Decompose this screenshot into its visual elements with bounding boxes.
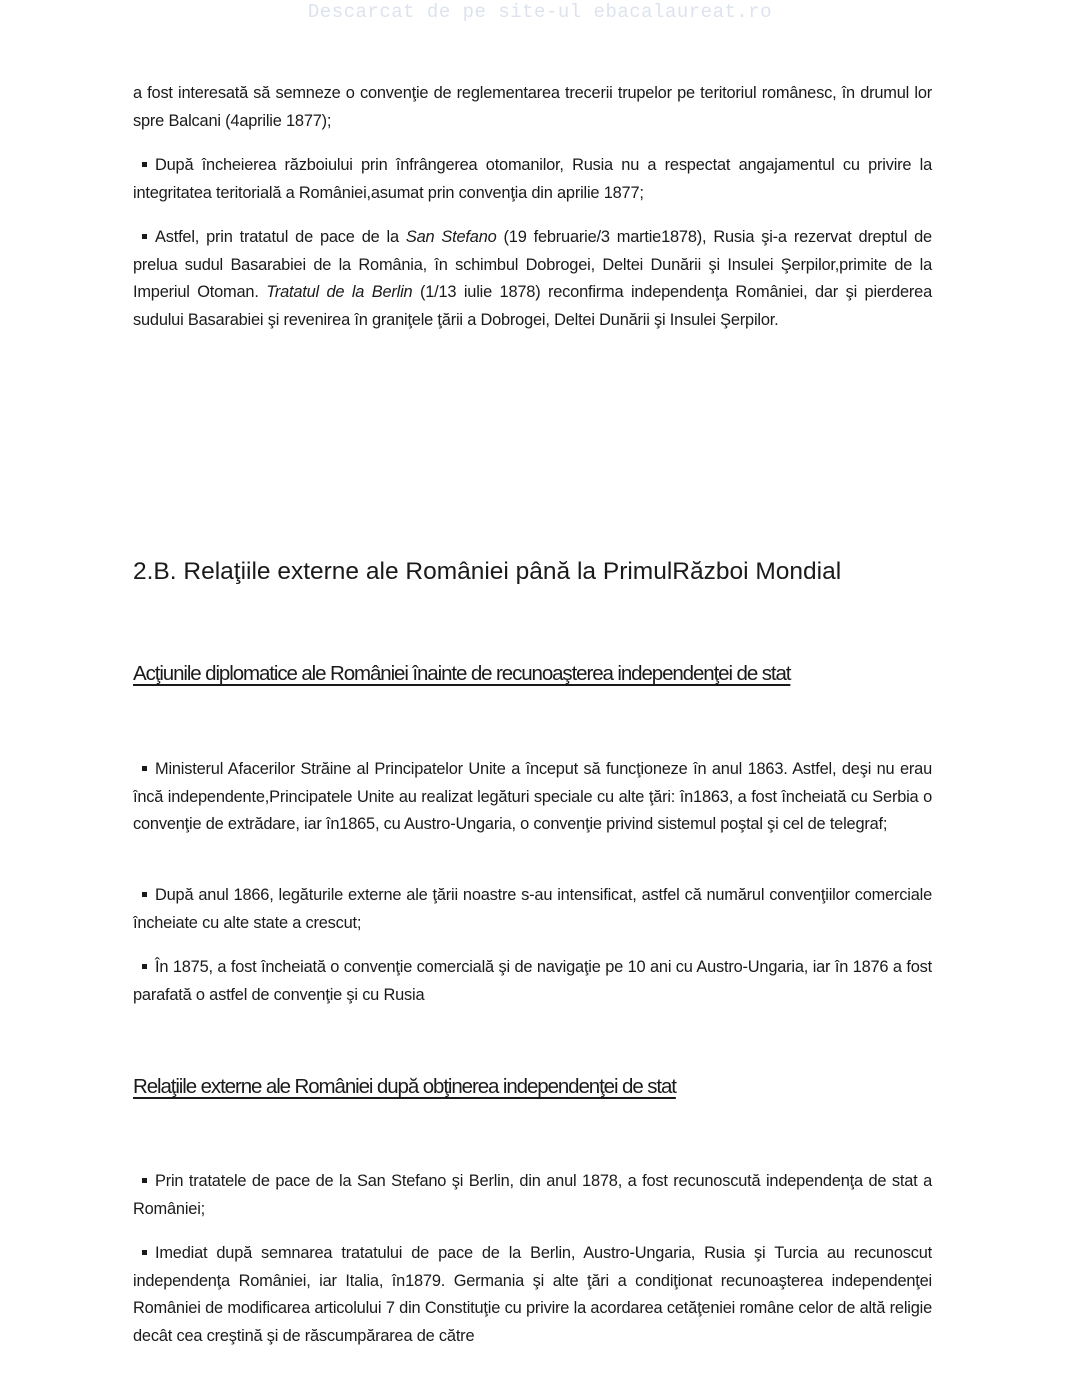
subsection-title-before-independence: Acţiunile diplomatice ale României înainte de recunoaşterea independenţei de stat [133, 662, 791, 685]
bullet-paragraph: Prin tratatele de pace de la San Stefano şi Berlin, din anul 1878, a fost recunoscută independenţa de stat a României; [133, 1172, 932, 1218]
bullet-icon [142, 964, 147, 969]
bullet-icon [142, 766, 147, 771]
section-heading: 2.B. Relaţiile externe ale României până la PrimulRăzboi Mondial [133, 558, 842, 585]
bullet-icon [142, 892, 147, 897]
bullet-icon [142, 1178, 147, 1183]
bullet-icon [142, 234, 147, 239]
paragraph-continuation: a fost interesată să semneze o convenţie de reglementarea trecerii trupelor pe teritoriul românesc, în drumul lor spre Balcani (4aprilie 1877); [133, 84, 932, 130]
bullet-icon [142, 1250, 147, 1255]
italic-san-stefano: San Stefano [405, 228, 497, 246]
italic-tratatul-berlin: Tratatul de la Berlin [266, 283, 413, 301]
bullet-paragraph: După încheierea războiului prin înfrângerea otomanilor, Rusia nu a respectat angajamentul cu privire la integritatea teritorială a României,asumat prin convenţia din aprilie 1877; [133, 156, 932, 202]
bullet-paragraph: În 1875, a fost încheiată o convenţie comercială şi de navigaţie pe 10 ani cu Austro-Ungaria, iar în 1876 a fost parafată o astfel de convenţie şi cu Rusia [133, 958, 932, 1004]
watermark: Descarcat de pe site-ul ebacalaureat.ro [307, 1, 773, 23]
bullet-paragraph: Imediat după semnarea tratatului de pace de la Berlin, Austro-Ungaria, Rusia şi Turcia au recunoscut independenţa României, iar Italia, în1879. Germania şi alte ţări a condiţionat recunoaşterea independenţei României de modificarea articolului 7 din Constituţie cu privire la acordarea cetăţeniei române celor de altă religie decât cea creştină şi de răscumpărarea de către [133, 1244, 932, 1345]
bullet-icon [142, 162, 147, 167]
bullet-paragraph: Ministerul Afacerilor Străine al Principatelor Unite a început să funcţioneze în anul 1863. Astfel, deşi nu erau încă independente,Principatele Unite au realizat legături speciale cu alte ţări: în1863, a fost încheiată cu Serbia o convenţie de extrădare, iar în1865, cu Austro-Ungaria, o convenţie privind sistemul poştal şi cel de telegraf; [133, 760, 932, 833]
bullet-paragraph: După anul 1866, legăturile externe ale ţării noastre s-au intensificat, astfel că numărul convenţiilor comerciale încheiate cu alte state a crescut; [133, 886, 932, 932]
subsection-title-after-independence: Relaţiile externe ale României după obţinerea independenţei de stat [133, 1075, 676, 1098]
bullet-paragraph: Astfel, prin tratatul de pace de la San Stefano (19 februarie/3 martie1878), Rusia şi-a rezervat dreptul de prelua sudul Basarabiei de la România, în schimbul Dobrogei, Deltei Dunării şi Insulei Şerpilor,primite de la Imperiul Otoman. Tratatul de la Berlin (1/13 iulie 1878) reconfirma independenţa României, dar şi pierderea sudului Basarabiei şi revenirea în graniţele ţării a Dobrogei, Deltei Dunării şi Insulei Şerpilor. [133, 228, 932, 329]
